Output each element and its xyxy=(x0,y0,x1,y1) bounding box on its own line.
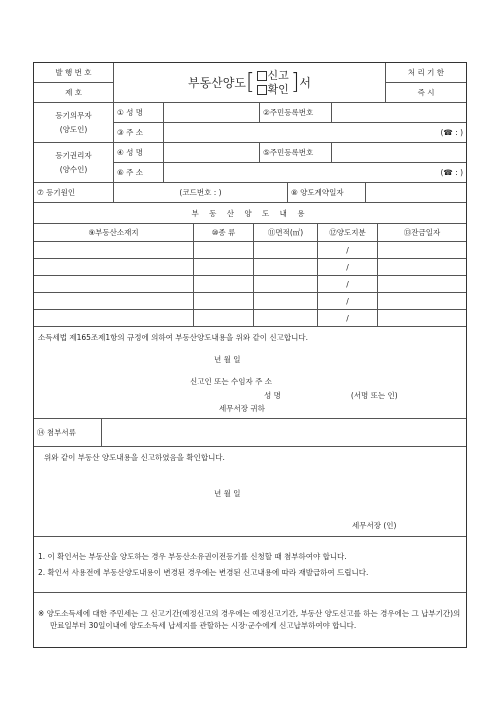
resident-tax-note-section xyxy=(34,593,466,647)
location-cell[interactable] xyxy=(34,259,194,275)
balance-cell[interactable] xyxy=(378,293,466,309)
transferor-section xyxy=(34,103,466,143)
cause-row xyxy=(34,183,466,203)
table-row xyxy=(34,310,466,327)
table-row xyxy=(34,259,466,276)
transferor-label: 등기의무자 (양도인) xyxy=(34,103,114,142)
type-cell[interactable] xyxy=(194,259,254,275)
details-header-row xyxy=(34,224,466,242)
note-1: 1. 이 확인서는 부동산을 양도하는 경우 부동산소유권이전등기를 신청할 때 첨부하여야 합니다. xyxy=(38,551,347,561)
type-cell[interactable] xyxy=(194,242,254,258)
share-cell[interactable]: / xyxy=(318,259,378,275)
col-area: ⑪면적(㎡) xyxy=(254,224,318,241)
transferee-address-field[interactable] xyxy=(164,163,466,182)
balance-cell[interactable] xyxy=(378,276,466,292)
right-bracket: ] xyxy=(290,69,300,95)
declaration-date: 년 월 일 xyxy=(214,355,241,364)
report-option[interactable]: 신고 xyxy=(257,69,289,83)
transferor-regno-label: ②주민등록번호 xyxy=(260,103,332,122)
transferor-address-field[interactable] xyxy=(164,123,466,142)
transferee-name-row xyxy=(114,143,466,163)
share-cell[interactable]: / xyxy=(318,310,378,326)
transferee-regno-label: ⑤주민등록번호 xyxy=(260,143,332,162)
table-row xyxy=(34,293,466,310)
col-location: ⑨부동산소재지 xyxy=(34,224,194,241)
cause-label: ⑦ 등기원인 xyxy=(34,183,114,202)
issue-number-label: 발 행 번 호 xyxy=(34,63,113,83)
transferee-name-field[interactable] xyxy=(164,143,260,162)
confirmation-section xyxy=(34,447,466,537)
addressee-label: 세무서장 귀하 xyxy=(219,404,265,413)
deadline-cell xyxy=(386,63,466,102)
transferor-address-label: ③ 주 소 xyxy=(114,123,164,142)
note-3: ※ 양도소득세에 대한 주민세는 그 신고기간(예정신고의 경우에는 예정신고기간, 부동산 양도신고를 하는 경우에는 그 납부기간)의 만료일부터 30일이내에 양도소득세 납세지를 관할하는 시장·군수에게 신고납부하여야 합니다. xyxy=(38,609,461,630)
location-cell[interactable] xyxy=(34,276,194,292)
deadline-label: 처 리 기 한 xyxy=(386,63,466,83)
details-heading-row xyxy=(34,203,466,224)
header-row xyxy=(34,63,466,103)
transferor-name-row xyxy=(114,103,466,123)
area-cell[interactable] xyxy=(254,259,318,275)
transferor-fields xyxy=(114,103,466,142)
tax-office-chief: 세무서장 (인) xyxy=(352,521,397,530)
contract-date-field[interactable] xyxy=(366,183,466,202)
transferor-regno-field[interactable] xyxy=(332,103,466,122)
title-checkboxes xyxy=(257,69,289,97)
transferee-phone: (☎ : ) xyxy=(440,168,463,177)
transferee-regno-field[interactable] xyxy=(332,143,466,162)
transferor-name-field[interactable] xyxy=(164,103,260,122)
report-checkbox[interactable] xyxy=(257,71,267,81)
contract-date-label: ⑧ 양도계약일자 xyxy=(288,183,366,202)
reporter-name-row xyxy=(34,390,466,401)
share-cell[interactable]: / xyxy=(318,276,378,292)
form-title: 부동산양도 xyxy=(187,76,246,90)
transferee-address-label: ⑥ 주 소 xyxy=(114,163,164,182)
real-estate-transfer-form xyxy=(33,62,467,648)
left-bracket: [ xyxy=(245,69,255,95)
confirm-option[interactable]: 확인 xyxy=(257,83,289,97)
attachments-row xyxy=(34,419,466,447)
reporter-address-label: 신고인 또는 수임자 주 소 xyxy=(190,377,272,386)
col-share: ⑫양도지분 xyxy=(318,224,378,241)
balance-cell[interactable] xyxy=(378,310,466,326)
confirmation-date: 년 월 일 xyxy=(214,489,241,498)
col-type: ⑩종 류 xyxy=(194,224,254,241)
notes-section xyxy=(34,537,466,593)
type-cell[interactable] xyxy=(194,276,254,292)
declaration-text: 소득세법 제165조제1항의 규정에 의하여 부동산양도내용을 위와 같이 신고합니다. xyxy=(38,333,308,342)
table-row xyxy=(34,276,466,293)
balance-cell[interactable] xyxy=(378,259,466,275)
transferor-name-label: ① 성 명 xyxy=(114,103,164,122)
area-cell[interactable] xyxy=(254,242,318,258)
area-cell[interactable] xyxy=(254,293,318,309)
note-2: 2. 확인서 사용전에 부동산양도내용이 변경된 경우에는 변경된 신고내용에 따라 재발급하여 드립니다. xyxy=(38,567,369,577)
transferor-address-row xyxy=(114,123,466,142)
transferee-section xyxy=(34,143,466,183)
attachments-label: ⑭ 첨부서류 xyxy=(34,419,102,446)
transferor-phone: (☎ : ) xyxy=(440,128,463,137)
details-heading: 부 동 산 양 도 내 용 xyxy=(191,208,309,218)
table-row xyxy=(34,242,466,259)
location-cell[interactable] xyxy=(34,310,194,326)
cause-code-field[interactable]: (코드번호 : ) xyxy=(114,183,288,202)
balance-cell[interactable] xyxy=(378,242,466,258)
transferee-address-row xyxy=(114,163,466,182)
type-cell[interactable] xyxy=(194,293,254,309)
number-label: 제 호 xyxy=(65,88,82,97)
confirm-checkbox[interactable] xyxy=(257,85,267,95)
confirmation-text: 위와 같이 부동산 양도내용을 신고하였음을 확인합니다. xyxy=(44,453,225,462)
location-cell[interactable] xyxy=(34,293,194,309)
area-cell[interactable] xyxy=(254,276,318,292)
title-cell xyxy=(114,63,386,102)
transferee-name-label: ④ 성 명 xyxy=(114,143,164,162)
area-cell[interactable] xyxy=(254,310,318,326)
form-title-suffix: 서 xyxy=(299,76,311,90)
reporter-name-label: 성 명 xyxy=(264,391,281,400)
issue-number-cell xyxy=(34,63,114,102)
location-cell[interactable] xyxy=(34,242,194,258)
share-cell[interactable]: / xyxy=(318,293,378,309)
transferee-label: 등기권리자 (양수인) xyxy=(34,143,114,182)
immediate-label: 즉 시 xyxy=(417,88,435,97)
attachments-field[interactable] xyxy=(102,419,466,446)
signature-label: (서명 또는 인) xyxy=(350,391,398,400)
col-balance: ⑬잔금일자 xyxy=(403,228,441,237)
type-cell[interactable] xyxy=(194,310,254,326)
transferee-fields xyxy=(114,143,466,182)
declaration-section xyxy=(34,327,466,419)
share-cell[interactable]: / xyxy=(318,242,378,258)
